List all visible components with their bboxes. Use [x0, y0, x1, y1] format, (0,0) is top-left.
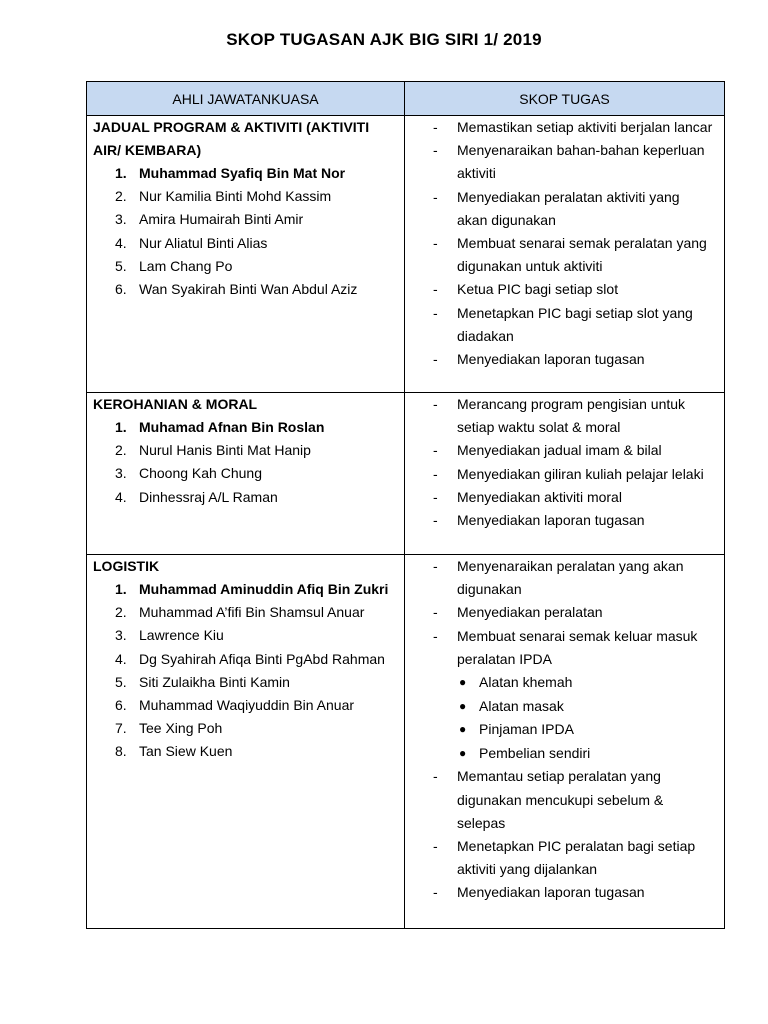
task-text: Membuat senarai semak keluar masuk	[457, 627, 698, 644]
dash-marker: -	[433, 351, 438, 368]
task-text: Menyediakan laporan tugasan	[457, 512, 645, 529]
member-name: Muhammad Waqiyuddin Bin Anuar	[139, 697, 355, 714]
member-item	[93, 439, 400, 462]
task-item	[433, 601, 716, 624]
task-text: Membuat senarai semak peralatan yang	[457, 235, 707, 252]
task-text: diadakan	[457, 327, 514, 344]
task-text: setiap waktu solat & moral	[457, 419, 621, 436]
sub-task-text: Alatan khemah	[479, 674, 573, 691]
task-item	[433, 139, 716, 185]
member-name: Nur Aliatul Binti Alias	[139, 234, 268, 251]
member-item	[93, 648, 400, 671]
member-name: Lam Chang Po	[139, 257, 233, 274]
dash-marker: -	[433, 488, 438, 505]
member-item	[93, 578, 400, 601]
member-number: 4.	[115, 488, 127, 505]
member-list	[93, 578, 400, 764]
member-name: Lawrence Kiu	[139, 627, 224, 644]
member-number: 2.	[115, 442, 127, 459]
member-item	[93, 740, 400, 763]
member-item	[93, 717, 400, 740]
task-text: Memantau setiap peralatan yang	[457, 768, 661, 785]
committee-cell	[87, 116, 405, 393]
task-text: Menyediakan giliran kuliah pelajar lelaki	[457, 465, 704, 482]
member-item	[93, 208, 400, 231]
sub-task-list	[433, 671, 716, 765]
sub-task-item	[433, 695, 716, 719]
member-name: Wan Syakirah Binti Wan Abdul Aziz	[139, 281, 358, 298]
sub-task-text: Pembelian sendiri	[479, 744, 591, 761]
member-name: Tan Siew Kuen	[139, 743, 233, 760]
dash-marker: -	[433, 188, 438, 205]
task-item	[433, 486, 716, 509]
member-item	[93, 601, 400, 624]
task-item	[433, 555, 716, 601]
member-number: 1.	[115, 165, 127, 181]
bullet-icon: ●	[459, 722, 467, 737]
member-item	[93, 694, 400, 717]
member-item	[93, 671, 400, 694]
task-text: Merancang program pengisian untuk	[457, 396, 686, 412]
task-text: Menetapkan PIC bagi setiap slot yang	[457, 304, 693, 321]
section-title: KEROHANIAN & MORAL	[93, 396, 258, 412]
task-text: digunakan mencukupi sebelum &	[457, 791, 664, 808]
task-text: Menyediakan laporan tugasan	[457, 351, 645, 368]
member-number: 7.	[115, 720, 127, 737]
committee-cell	[87, 393, 405, 555]
bullet-icon: ●	[459, 745, 467, 760]
member-name: Amira Humairah Binti Amir	[139, 211, 304, 228]
task-item	[433, 348, 716, 371]
dash-marker: -	[433, 281, 438, 298]
member-number: 1.	[115, 419, 127, 435]
sub-task-text: Pinjaman IPDA	[479, 721, 574, 738]
dash-marker: -	[433, 627, 438, 644]
task-text: selepas	[457, 814, 506, 831]
dash-marker: -	[433, 442, 438, 459]
sub-task-item	[433, 671, 716, 695]
member-number: 6.	[115, 697, 127, 714]
scope-cell	[405, 393, 725, 555]
task-text: Menyediakan peralatan aktiviti yang	[457, 188, 680, 205]
member-number: 3.	[115, 627, 127, 644]
task-item	[433, 302, 716, 348]
member-name: Muhamad Afnan Bin Roslan	[139, 419, 325, 435]
task-item	[433, 835, 716, 881]
task-list	[433, 393, 716, 532]
dash-marker: -	[433, 884, 438, 901]
member-name: Dinhessraj A/L Raman	[139, 488, 278, 505]
task-item	[433, 765, 716, 835]
member-item	[93, 624, 400, 647]
member-number: 8.	[115, 743, 127, 760]
task-text: Menetapkan PIC peralatan bagi setiap	[457, 838, 696, 854]
task-item	[433, 881, 716, 904]
dash-marker: -	[433, 235, 438, 252]
member-number: 3.	[115, 211, 127, 228]
section-title: LOGISTIK	[93, 558, 160, 574]
member-number: 5.	[115, 257, 127, 274]
task-text: Menyenaraikan bahan-bahan keperluan	[457, 142, 705, 159]
member-item	[93, 278, 400, 301]
member-item	[93, 185, 400, 208]
task-item	[433, 509, 716, 532]
task-item	[433, 116, 716, 139]
header-scope: SKOP TUGAS	[405, 82, 725, 116]
member-number: 4.	[115, 650, 127, 667]
member-name: Muhammad Aminuddin Afiq Bin Zukri	[139, 581, 389, 597]
task-list	[433, 555, 716, 905]
member-name: Nur Kamilia Binti Mohd Kassim	[139, 188, 332, 205]
member-name: Nurul Hanis Binti Mat Hanip	[139, 442, 311, 459]
sub-task-item	[433, 742, 716, 766]
table-row	[87, 555, 725, 929]
member-number: 2.	[115, 188, 127, 205]
task-text: Menyediakan laporan tugasan	[457, 884, 645, 901]
member-item	[93, 416, 400, 439]
committee-table	[86, 81, 725, 929]
section-title: AIR/ KEMBARA)	[93, 142, 202, 158]
dash-marker: -	[433, 119, 438, 135]
task-item	[433, 439, 716, 462]
member-number: 6.	[115, 281, 127, 298]
task-text: Menyediakan peralatan	[457, 604, 603, 621]
task-text: digunakan untuk aktiviti	[457, 258, 603, 275]
dash-marker: -	[433, 768, 438, 785]
member-item	[93, 255, 400, 278]
member-number: 1.	[115, 581, 127, 597]
task-item	[433, 393, 716, 439]
task-item	[433, 278, 716, 301]
member-number: 5.	[115, 673, 127, 690]
member-item	[93, 486, 400, 509]
scope-cell	[405, 116, 725, 393]
task-text: Ketua PIC bagi setiap slot	[457, 281, 619, 298]
member-name: Muhammad A’fifi Bin Shamsul Anuar	[139, 604, 365, 621]
dash-marker: -	[433, 838, 438, 854]
sub-task-item	[433, 718, 716, 742]
task-text: peralatan IPDA	[457, 650, 552, 667]
dash-marker: -	[433, 304, 438, 321]
table-row	[87, 116, 725, 393]
committee-cell	[87, 555, 405, 929]
bullet-icon: ●	[459, 698, 467, 713]
task-item	[433, 625, 716, 766]
task-text: aktiviti yang dijalankan	[457, 861, 598, 878]
dash-marker: -	[433, 396, 438, 412]
member-list	[93, 162, 400, 301]
dash-marker: -	[433, 512, 438, 529]
member-name: Choong Kah Chung	[139, 465, 262, 482]
member-item	[93, 232, 400, 255]
dash-marker: -	[433, 465, 438, 482]
task-item	[433, 186, 716, 232]
member-name: Tee Xing Poh	[139, 720, 223, 737]
task-item	[433, 463, 716, 486]
task-text: Memastikan setiap aktiviti berjalan lancar	[457, 119, 713, 135]
dash-marker: -	[433, 142, 438, 159]
task-item	[433, 232, 716, 278]
member-name: Siti Zulaikha Binti Kamin	[139, 673, 290, 690]
member-item	[93, 462, 400, 485]
task-list	[433, 116, 716, 371]
member-number: 4.	[115, 234, 127, 251]
member-name: Muhammad Syafiq Bin Mat Nor	[139, 165, 346, 181]
header-committee: AHLI JAWATANKUASA	[87, 82, 405, 116]
sub-task-text: Alatan masak	[479, 697, 564, 714]
member-number: 3.	[115, 465, 127, 482]
table-row	[87, 393, 725, 555]
task-text: aktiviti	[457, 165, 496, 182]
document-title: SKOP TUGASAN AJK BIG SIRI 1/ 2019	[226, 30, 542, 49]
task-text: Menyenaraikan peralatan yang akan	[457, 558, 684, 574]
table-header-row	[87, 82, 725, 116]
member-list	[93, 416, 400, 509]
member-item	[93, 162, 400, 185]
task-text: digunakan	[457, 581, 522, 598]
dash-marker: -	[433, 604, 438, 621]
bullet-icon: ●	[459, 675, 467, 690]
member-name: Dg Syahirah Afiqa Binti PgAbd Rahman	[139, 650, 385, 667]
section-title: JADUAL PROGRAM & AKTIVITI (AKTIVITI	[93, 119, 370, 135]
scope-cell	[405, 555, 725, 929]
task-text: Menyediakan aktiviti moral	[457, 488, 622, 505]
member-number: 2.	[115, 604, 127, 621]
task-text: Menyediakan jadual imam & bilal	[457, 442, 662, 459]
dash-marker: -	[433, 558, 438, 574]
task-text: akan digunakan	[457, 211, 556, 228]
